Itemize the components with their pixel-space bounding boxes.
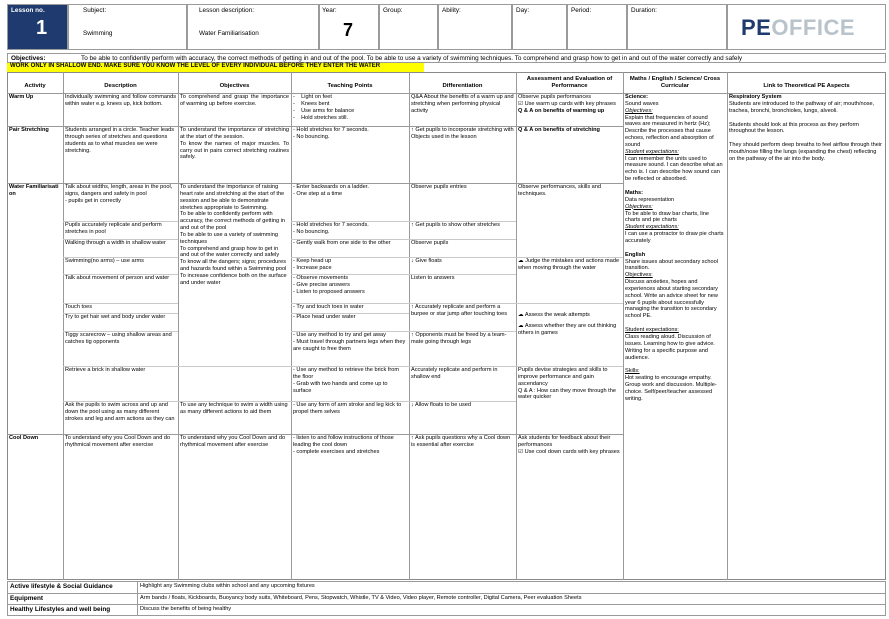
english-expectations-label: Student expectations: — [625, 327, 679, 334]
water-tp-5: - Observe movements - Give precise answers - Listen to proposed answers — [293, 275, 365, 295]
pair-description: Students arranged in a circle. Teacher leads through series of stretches and questions students as to what muscles we were stretching. — [65, 127, 175, 154]
maths-topic: Data representation — [625, 196, 675, 203]
science-topic: Sound waves — [625, 100, 659, 107]
day-label: Day: — [516, 7, 530, 14]
water-desc-3: Walking through a width in shallow water — [65, 240, 166, 246]
logo-office-text: OFFICE — [771, 15, 856, 40]
description-box — [187, 4, 319, 50]
warmup-objectives: To comprehend and grasp the importance of warming up before exercise. — [180, 94, 289, 107]
science-title: Science: — [625, 94, 649, 100]
maths-expectations-label: Student expectations: — [625, 224, 679, 231]
lesson-number-box — [7, 4, 68, 50]
footer-text-healthy: Discuss the benefits of being healthy — [140, 606, 232, 612]
maths-title: Maths: — [625, 189, 644, 196]
lesson-description-value: Water Familiarisation — [199, 30, 259, 37]
lesson-no-label: Lesson no. — [11, 7, 45, 14]
water-diff-4: ↓ Give floats — [411, 258, 442, 264]
water-desc-2: Pupils accurately replicate and perform stretches in pool — [65, 222, 162, 235]
water-diff-9: Accurately replicate and perform in shallow end — [411, 367, 498, 380]
warning-text: WORK ONLY IN SHALLOW END. MAKE SURE YOU KNOW THE LEVEL OF EVERY INDIVIDUAL BEFORE THEY ENTER THE WATER — [10, 63, 381, 69]
group-label: Group: — [383, 7, 403, 14]
activity-warm-up: Warm Up — [9, 94, 34, 100]
lesson-number: 1 — [36, 17, 48, 39]
col-header-description: Description — [104, 83, 137, 90]
col-header-assessment: Assessment and Evaluation of Performance — [526, 75, 613, 89]
water-tp-4: - Keep head up - Increase pace — [293, 258, 332, 271]
peoffice-logo — [741, 15, 855, 41]
english-objectives-label: Objectives: — [625, 272, 653, 279]
english-title: English — [625, 251, 646, 258]
lesson-plan-page — [7, 4, 886, 616]
water-diff-5: Listen to answers — [411, 275, 455, 281]
water-diff-10: ↓ Allow floats to be used — [411, 402, 472, 408]
ability-label: Ability: — [442, 7, 461, 14]
warmup-teaching-points — [291, 93, 409, 122]
cooldown-assessment: Ask students for feedback about their performances ☑ Use cool down cards with key phrases — [518, 435, 620, 455]
water-desc-5: Talk about movement of person and water — [65, 275, 170, 281]
logo-box — [727, 4, 886, 50]
warmup-assess-line: ☑ Use warm up cards with key phrases — [518, 100, 616, 107]
water-assess-9: Pupils devise strategies and skills to improve performance and gain ascendancy Q & A : How can they move through the water quicker — [518, 367, 616, 401]
water-diff-8: ↑ Opponents must be freed by a team-mate going through legs — [411, 332, 507, 345]
col-header-differentiation: Differentiation — [442, 83, 483, 90]
pair-teaching-points: - Hold stretches for 7 seconds. - No bouncing. — [293, 127, 369, 140]
activity-pair-stretching: Pair Stretching — [9, 127, 49, 133]
water-tp-3: - Gently walk from one side to the other — [293, 240, 391, 246]
pair-differentiation: ↑ Get pupils to incorporate stretching with Objects used in the lesson — [411, 127, 514, 140]
year-box — [319, 4, 379, 50]
water-desc-10: Ask the pupils to swim across and up and down the pool using as many different strokes and leg and arm actions as they can — [65, 402, 175, 422]
warmup-tp-item: - Knees bent — [293, 100, 330, 107]
skills-label: Skills: — [625, 368, 640, 375]
year-value: 7 — [343, 20, 354, 40]
water-tp-2: - Hold stretches for 7 seconds. - No bouncing. — [293, 222, 369, 235]
theory-paragraph: They should perform deep breaths to feel airflow through their mouth/nose filling the lungs (expanding the chest) reflecting on the pathway of the air into the body. — [729, 142, 882, 162]
duration-box — [627, 4, 727, 50]
period-box — [567, 4, 627, 50]
skills-text: Hot seating to encourage empathy. Group work and discussion. Multiple-choice. Self/peer/teacher assessed writing. — [625, 375, 717, 402]
warmup-tp-item: - Use arms for balance — [293, 107, 355, 114]
water-tp-9: - Use any method to retrieve the brick from the floor - Grab with two hands and come up to surface — [293, 367, 400, 394]
science-objectives-label: Objectives: — [625, 107, 653, 114]
objectives-row — [7, 53, 886, 63]
col-header-teaching-points: Teaching Points — [327, 83, 373, 90]
water-diff-1: Observe pupils entries — [411, 184, 467, 190]
activity-water-familiarisation: Water Familiarisation — [9, 184, 59, 197]
warmup-description: Individually swimming and follow commands within water e.g. knees up, kick bottom. — [65, 94, 176, 107]
footer-label-equipment: Equipment — [10, 595, 44, 602]
water-diff-2: ↑ Get pupils to show other stretches — [411, 222, 500, 228]
pair-assessment: Q & A on benefits of stretching — [518, 127, 600, 133]
theory-title: Respiratory System — [729, 94, 782, 100]
water-objectives: To understand the importance of raising heart rate and stretching at the start of the session and be able to demonstrate stretches appropriate to Swimming. To be able to confidently perform with accuracy, the correct methods of getting in and out of the pool To be able to use a variety of swimming techniques To comprehend and grasp how to get in and out of the water correctly and safely To know all the dangers; signs; procedures and hazards found within a Swimming pool To increase confidence both on the surface and under water — [180, 184, 287, 286]
water-assess-4: ☁ Judge the mistakes and actions made when moving through the water — [518, 258, 620, 271]
warmup-assess-line: Q & A on benefits of warming up — [518, 107, 605, 114]
water-tp-7: - Place head under water — [293, 314, 356, 320]
water-objectives-2: To use any technique to swim a width using as many different actions to aid them — [180, 402, 288, 415]
warmup-differentiation: Q&A About the benefits of a warm up and stretching when performing physical activity — [411, 94, 514, 114]
cooldown-description: To understand why you Cool Down and do rhythmical movement after exercise — [65, 435, 171, 448]
theory-paragraph: Students are introduced to the pathway of air; mouth/nose, trachea, bronchi, bronchioles, lungs, alveoli. — [729, 100, 875, 114]
water-diff-6: ↑ Accurately replicate and perform a burpee or star jump after touching toes — [411, 304, 508, 317]
col-header-cross-curricular: Maths / English / Science/ Cross Curricular — [629, 75, 721, 89]
water-assess-1: Observe performances, skills and techniques. — [518, 184, 602, 197]
duration-label: Duration: — [631, 7, 657, 14]
maths-expectations: I can use a protractor to draw pie charts accurately — [625, 231, 724, 244]
science-objectives: Explain that frequencies of sound waves are measured in hertz (Hz); Describe the processes that cause echoes, reflection and absorption of sound — [625, 114, 714, 148]
water-desc-4: Swimming(no arms) – use arms — [65, 258, 144, 264]
water-tp-10: - Use any form of arm stroke and leg kick to propel them selves — [293, 402, 402, 415]
water-desc-1: Talk about widths, length, areas in the pool, signs, dangers and safety in pool - pupils get in correctly — [65, 184, 173, 204]
cross-curricular-cell — [623, 93, 727, 553]
english-topic: Share issues about secondary school transition. — [625, 258, 718, 272]
logo-pe-text: PE — [741, 15, 772, 40]
day-box — [512, 4, 567, 50]
warning-banner — [7, 63, 424, 72]
theory-cell — [727, 93, 886, 164]
water-tp-6: - Try and touch toes in water — [293, 304, 364, 310]
english-expectations: Class reading aloud. Discussion of issues. Learning how to give advice. Writing for a specific purpose and audience. — [625, 334, 715, 361]
period-label: Period: — [571, 7, 592, 14]
col-header-theory-link: Link to Theoretical PE Aspects — [763, 83, 850, 90]
subject-box — [68, 4, 187, 50]
water-desc-6: Touch toes — [65, 304, 93, 310]
warmup-tp-item: - Light on feet — [293, 94, 332, 100]
year-label: Year: — [322, 7, 337, 14]
cooldown-teaching-points: - listen to and follow instructions of those leading the cool down - complete exercises and stretches — [293, 435, 394, 455]
cooldown-objectives: To understand why you Cool Down and do rhythmical movement after exercise — [180, 435, 286, 448]
science-expectations-label: Student expectations: — [625, 148, 679, 155]
cooldown-differentiation: ↑ Ask pupils questions why a Cool down is essential after exercise — [411, 435, 511, 448]
col-header-objectives: Objectives — [219, 83, 250, 90]
water-desc-8: Tiggy scarecrow – using shallow areas and catches tig opponents — [65, 332, 172, 345]
water-assess-7: ☁ Assess whether they are out thinking others in games — [518, 323, 617, 336]
footer-label-active: Active lifestyle & Social Guidance — [10, 583, 113, 590]
footer-label-healthy: Healthy Lifestyles and well being — [10, 606, 111, 613]
water-desc-9: Retrieve a brick in shallow water — [65, 367, 146, 373]
theory-paragraph: Students should look at this process as they perform throughout the lesson. — [729, 121, 859, 135]
col-header-activity: Activity — [24, 83, 46, 90]
subject-label: Subject: — [83, 7, 107, 14]
activity-cool-down: Cool Down — [9, 435, 39, 441]
warmup-assess-line: Observe pupils performances — [518, 94, 592, 100]
maths-objectives-label: Objectives: — [625, 203, 653, 210]
warmup-tp-item: - Hold stretches still. — [293, 114, 349, 121]
water-desc-7: Try to get hair wet and body under water — [65, 314, 166, 320]
footer-text-equipment: Arm bands / floats, Kickboards, Buoyancy body suits, Whiteboard, Pens, Stopwatch, Whistle, TV & Video, Video player, Remote controller, Digital Camera, Peer evaluation Sheets — [140, 595, 582, 601]
water-diff-3: Observe pupils — [411, 240, 449, 246]
science-expectations: I can remember the units used to measure sound. I can describe what an echo is. I can describe how sound can be reflected or absorbed. — [625, 155, 723, 183]
water-assess-6: ☁ Assess the weak attempts — [518, 312, 590, 318]
group-box — [379, 4, 438, 50]
objectives-text: To be able to confidently perform with accuracy, the correct methods of getting in and out of the pool. To be able to use a variety of swimming techniques. To comprehend and grasp how to get in and out of the water correctly and safely — [81, 55, 743, 62]
subject-value: Swimming — [83, 30, 113, 37]
objectives-label: Objectives: — [11, 55, 46, 62]
warmup-assessment — [516, 93, 623, 116]
water-tp-8: - Use any method to try and get away - Must travel through partners legs when they are caught to free them — [293, 332, 406, 352]
pair-objectives: To understand the importance of stretching at the start of the session. To know the names of major muscles. To carry out in pairs correct stretching routines safely. — [180, 127, 289, 161]
ability-box — [438, 4, 512, 50]
english-objectives: Discuss anxieties, hopes and experiences about starting secondary school. Write an advice sheet for new year 6 pupils about successfully managing the transition to secondary school PE. — [625, 279, 718, 320]
water-tp-1: - Enter backwards on a ladder. - One step at a time — [293, 184, 369, 197]
footer-text-active: Highlight any Swimming clubs within school and any upcoming fixtures — [140, 583, 315, 589]
lesson-description-label: Lesson description: — [199, 7, 255, 14]
maths-objectives: To be able to draw bar charts, line charts and pie charts — [625, 210, 709, 224]
